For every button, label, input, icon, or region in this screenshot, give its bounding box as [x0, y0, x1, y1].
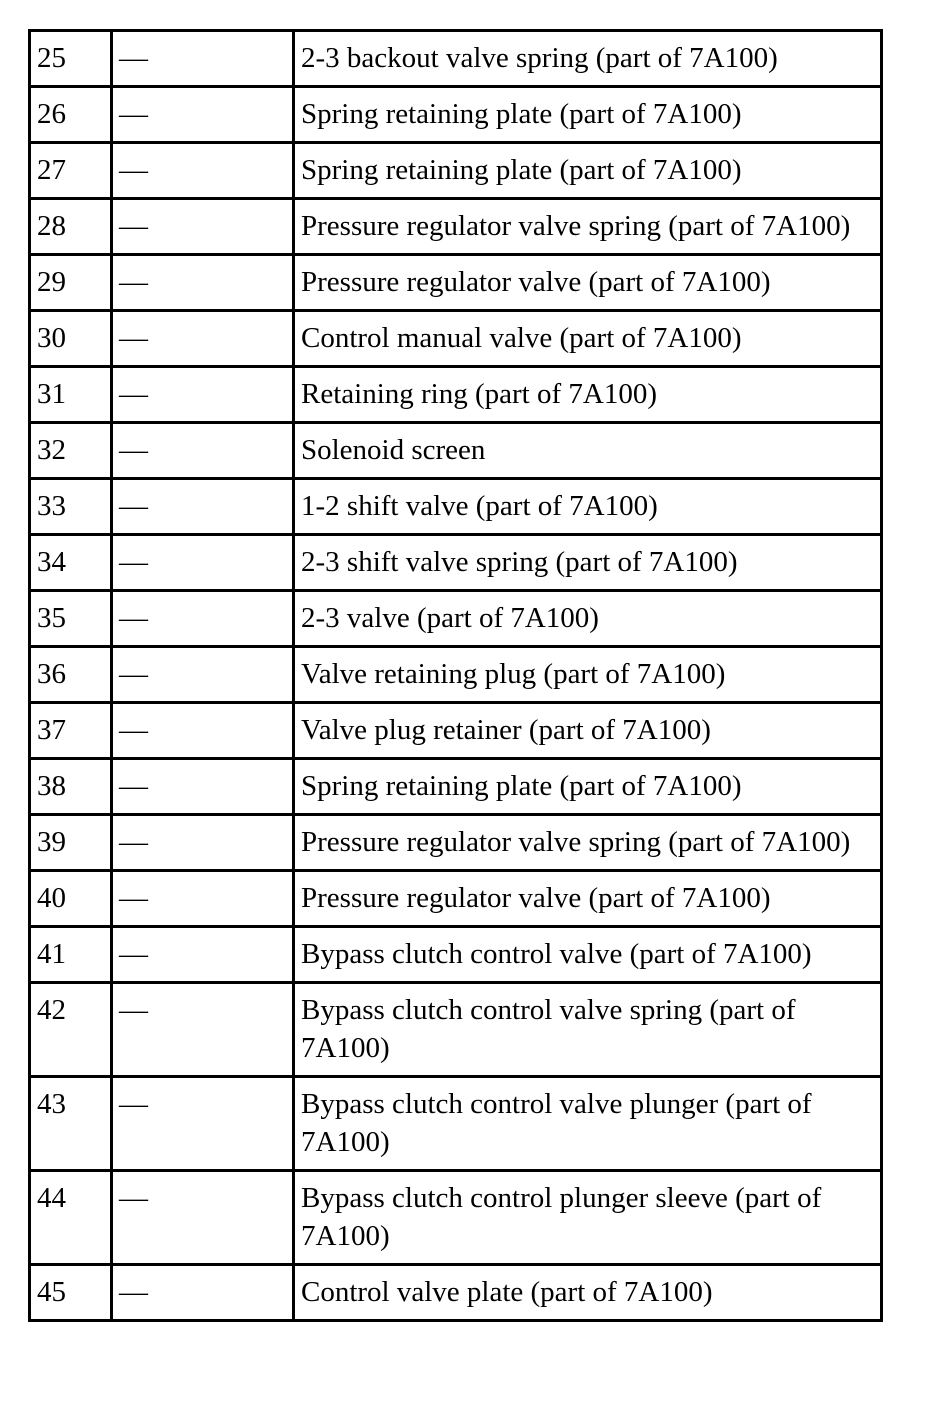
- table-row: [30, 647, 882, 703]
- part-description: Solenoid screen: [294, 423, 882, 479]
- part-description: Spring retaining plate (part of 7A100): [294, 759, 882, 815]
- part-description: Retaining ring (part of 7A100): [294, 367, 882, 423]
- item-number: 29: [30, 255, 112, 311]
- part-number: —: [112, 1077, 294, 1171]
- part-number: —: [112, 759, 294, 815]
- item-number: 45: [30, 1265, 112, 1321]
- part-number: —: [112, 311, 294, 367]
- table-row: [30, 871, 882, 927]
- part-description: Pressure regulator valve spring (part of 7A100): [294, 199, 882, 255]
- part-description: 2-3 shift valve spring (part of 7A100): [294, 535, 882, 591]
- part-number: —: [112, 871, 294, 927]
- item-number: 44: [30, 1171, 112, 1265]
- item-number: 34: [30, 535, 112, 591]
- part-description: Spring retaining plate (part of 7A100): [294, 87, 882, 143]
- item-number: 31: [30, 367, 112, 423]
- table-row: [30, 367, 882, 423]
- part-description: 2-3 valve (part of 7A100): [294, 591, 882, 647]
- part-number: —: [112, 479, 294, 535]
- part-description: Valve plug retainer (part of 7A100): [294, 703, 882, 759]
- table-row: [30, 535, 882, 591]
- part-description: Control manual valve (part of 7A100): [294, 311, 882, 367]
- item-number: 32: [30, 423, 112, 479]
- part-description: Bypass clutch control valve (part of 7A100): [294, 927, 882, 983]
- table-row: [30, 703, 882, 759]
- table-row: [30, 1077, 882, 1171]
- table-row: [30, 199, 882, 255]
- part-description: 2-3 backout valve spring (part of 7A100): [294, 31, 882, 87]
- table-row: [30, 927, 882, 983]
- part-description: 1-2 shift valve (part of 7A100): [294, 479, 882, 535]
- table-row: [30, 759, 882, 815]
- item-number: 28: [30, 199, 112, 255]
- part-number: —: [112, 535, 294, 591]
- part-number: —: [112, 591, 294, 647]
- part-number: —: [112, 255, 294, 311]
- table-row: [30, 255, 882, 311]
- part-number: —: [112, 647, 294, 703]
- item-number: 35: [30, 591, 112, 647]
- item-number: 39: [30, 815, 112, 871]
- item-number: 37: [30, 703, 112, 759]
- part-number: —: [112, 983, 294, 1077]
- item-number: 33: [30, 479, 112, 535]
- table-row: [30, 31, 882, 87]
- item-number: 36: [30, 647, 112, 703]
- item-number: 40: [30, 871, 112, 927]
- part-description: Valve retaining plug (part of 7A100): [294, 647, 882, 703]
- table-row: [30, 423, 882, 479]
- item-number: 42: [30, 983, 112, 1077]
- table-row: [30, 983, 882, 1077]
- item-number: 41: [30, 927, 112, 983]
- part-number: —: [112, 1265, 294, 1321]
- table-row: [30, 815, 882, 871]
- part-description: Bypass clutch control valve spring (part of 7A100): [294, 983, 882, 1077]
- parts-table-body: [30, 31, 882, 1321]
- part-number: —: [112, 87, 294, 143]
- item-number: 43: [30, 1077, 112, 1171]
- part-description: Control valve plate (part of 7A100): [294, 1265, 882, 1321]
- part-number: —: [112, 367, 294, 423]
- part-number: —: [112, 703, 294, 759]
- item-number: 27: [30, 143, 112, 199]
- part-number: —: [112, 815, 294, 871]
- part-description: Bypass clutch control valve plunger (part of 7A100): [294, 1077, 882, 1171]
- parts-table: [28, 29, 883, 1322]
- part-description: Pressure regulator valve (part of 7A100): [294, 871, 882, 927]
- table-row: [30, 87, 882, 143]
- part-description: Bypass clutch control plunger sleeve (part of 7A100): [294, 1171, 882, 1265]
- part-description: Spring retaining plate (part of 7A100): [294, 143, 882, 199]
- part-number: —: [112, 423, 294, 479]
- item-number: 25: [30, 31, 112, 87]
- part-number: —: [112, 927, 294, 983]
- table-row: [30, 1171, 882, 1265]
- table-row: [30, 591, 882, 647]
- item-number: 30: [30, 311, 112, 367]
- table-row: [30, 311, 882, 367]
- item-number: 38: [30, 759, 112, 815]
- table-row: [30, 1265, 882, 1321]
- part-description: Pressure regulator valve (part of 7A100): [294, 255, 882, 311]
- item-number: 26: [30, 87, 112, 143]
- table-row: [30, 479, 882, 535]
- part-number: —: [112, 199, 294, 255]
- part-number: —: [112, 143, 294, 199]
- part-number: —: [112, 1171, 294, 1265]
- part-description: Pressure regulator valve spring (part of 7A100): [294, 815, 882, 871]
- table-row: [30, 143, 882, 199]
- part-number: —: [112, 31, 294, 87]
